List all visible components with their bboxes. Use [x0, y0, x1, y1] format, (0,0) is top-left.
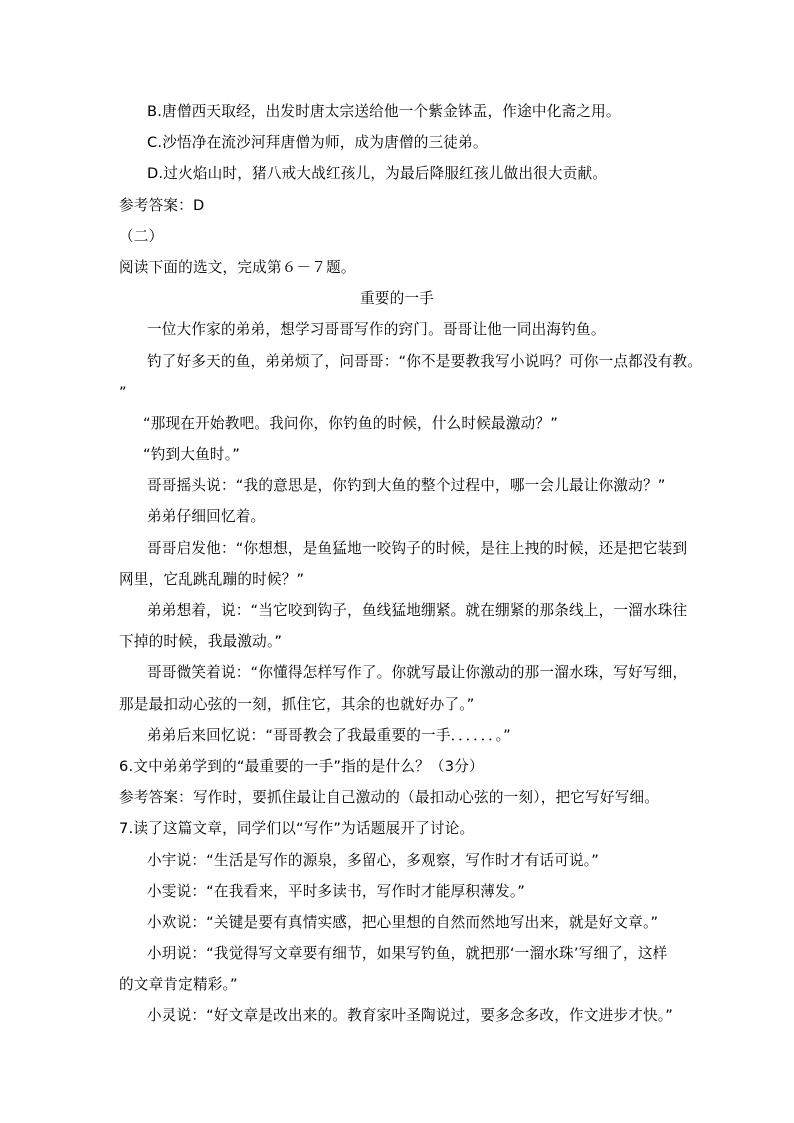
paragraph: 哥哥摇头说：“我的意思是，你钓到大鱼的整个过程中，哪一会儿最让你激动？” — [147, 477, 666, 495]
question-7: 7.读了这篇文章，同学们以“写作”为话题展开了讨论。 — [119, 820, 475, 838]
paragraph: “那现在开始教吧。我问你，你钓鱼的时候，什么时候最激动？” — [143, 414, 558, 432]
paragraph: 钓了好多天的鱼，弟弟烦了，问哥哥：“你不是要教我写小说吗？可你一点都没有教。 — [147, 352, 703, 370]
paragraph: 哥哥微笑着说：“你懂得怎样写作了。你就写最让你激动的那一溜水珠，写好写细， — [147, 664, 688, 682]
opinion-xiaoling: 小灵说：“好文章是改出来的。教育家叶圣陶说过，要多念多改，作文进步才快。” — [147, 1007, 674, 1025]
answer-6: 参考答案：写作时，要抓住最让自己激动的（最扣动心弦的一刻），把它写好写细。 — [119, 789, 660, 807]
passage-title: 重要的一手 — [360, 290, 434, 308]
answer-5: 参考答案：D — [119, 196, 205, 214]
option-d: D.过火焰山时，猪八戒大战红孩儿，为最后降服红孩儿做出很大贡献。 — [147, 165, 608, 183]
paragraph: 一位大作家的弟弟，想学习哥哥写作的窍门。哥哥让他一同出海钓鱼。 — [147, 321, 606, 339]
document-page — [0, 96, 794, 1032]
paragraph: 弟弟后来回忆说：“哥哥教会了我最重要的一手．．．．．．。” — [147, 726, 511, 744]
paragraph-continuation: ” — [119, 383, 127, 401]
question-6: 6.文中弟弟学到的“最重要的一手”指的是什么？（3分） — [119, 757, 484, 775]
opinion-xiaoyu: 小宇说：“生活是写作的源泉，多留心，多观察，写作时才有话可说。” — [147, 851, 600, 869]
paragraph: 弟弟仔细回忆着。 — [147, 508, 266, 526]
paragraph: 哥哥启发他：“你想想，是鱼猛地一咬钩子的时候，是往上拽的时候，还是把它装到 — [147, 539, 688, 557]
opinion-xiaowen: 小雯说：“在我看来，平时多读书，写作时才能厚积薄发。” — [147, 882, 526, 900]
paragraph: “钓到大鱼时。” — [143, 446, 240, 464]
paragraph: 弟弟想着，说：“当它咬到钩子，鱼线猛地绷紧。就在绷紧的那条线上，一溜水珠往 — [147, 602, 688, 619]
opinion-xiaoyue-continuation: 的文章肯定精彩。” — [119, 976, 238, 994]
paragraph-continuation: 网里，它乱跳乱蹦的时候？” — [119, 570, 305, 588]
section-heading: （二） — [119, 227, 164, 245]
paragraph-continuation: 下掉的时候，我最激动。” — [119, 633, 283, 651]
paragraph-continuation: 那是最扣动心弦的一刻，抓住它，其余的也就好办了。” — [119, 695, 475, 713]
reading-instruction: 阅读下面的选文，完成第６－７题。 — [119, 258, 356, 276]
option-b: B.唐僧西天取经，出发时唐太宗送给他一个紫金钵盂，作途中化斋之用。 — [147, 103, 621, 120]
opinion-xiaoyue: 小玥说：“我觉得写文章要有细节，如果写钓鱼，就把那‘一溜水珠’写细了，这样 — [147, 945, 668, 963]
opinion-xiaohuan: 小欢说：“关键是要有真情实感，把心里想的自然而然地写出来，就是好文章。” — [147, 913, 659, 931]
option-c: C.沙悟净在流沙河拜唐僧为师，成为唐僧的三徒弟。 — [147, 134, 488, 152]
